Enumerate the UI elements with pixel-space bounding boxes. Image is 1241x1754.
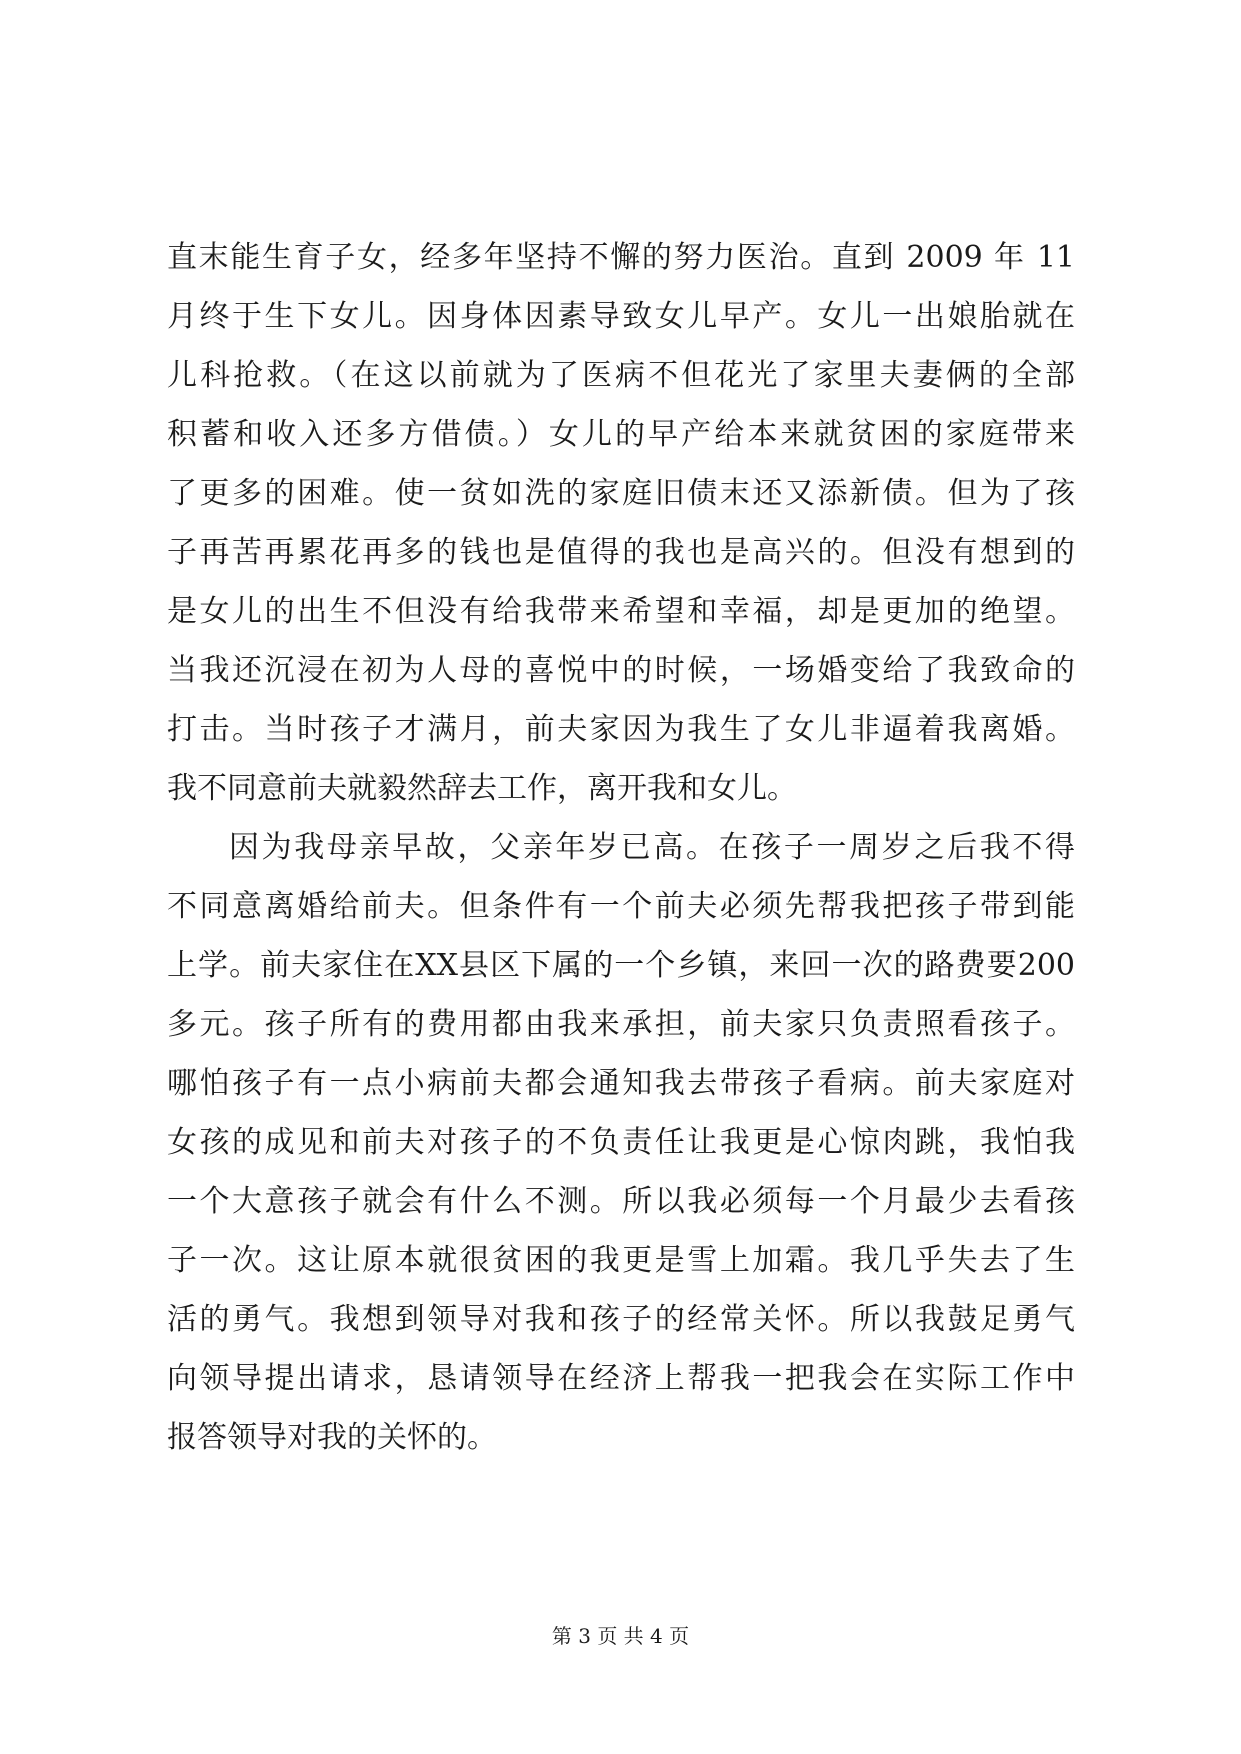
text-line: 了更多的困难。使一贫如洗的家庭旧债末还又添新债。但为了孩 (167, 476, 1075, 511)
document-body (167, 228, 1075, 1467)
text-line: 向领导提出请求，恳请领导在经济上帮我一把我会在实际工作中 (167, 1361, 1075, 1396)
text-line: 活的勇气。我想到领导对我和孩子的经常关怀。所以我鼓足勇气 (167, 1302, 1075, 1337)
text-line: 因为我母亲早故，父亲年岁已高。在孩子一周岁之后我不得 (229, 830, 1075, 865)
text-line: 月终于生下女儿。因身体因素导致女儿早产。女儿一出娘胎就在 (167, 299, 1075, 334)
text-line: 子一次。这让原本就很贫困的我更是雪上加霜。我几乎失去了生 (167, 1243, 1075, 1278)
text-line: 报答领导对我的关怀的。 (167, 1420, 497, 1455)
text-line: 不同意离婚给前夫。但条件有一个前夫必须先帮我把孩子带到能 (167, 889, 1075, 924)
text-line: 当我还沉浸在初为人母的喜悦中的时候，一场婚变给了我致命的 (167, 653, 1075, 688)
text-line: 一个大意孩子就会有什么不测。所以我必须每一个月最少去看孩 (167, 1184, 1075, 1219)
page-footer: 第 3 页 共 4 页 (551, 1624, 690, 1648)
text-line: 哪怕孩子有一点小病前夫都会通知我去带孩子看病。前夫家庭对 (167, 1066, 1075, 1101)
text-line: 儿科抢救。（在这以前就为了医病不但花光了家里夫妻俩的全部 (167, 358, 1075, 393)
paragraph-1 (167, 228, 1075, 818)
text-line: 上学。前夫家住在XX县区下属的一个乡镇，来回一次的路费要200 (167, 948, 1075, 983)
text-line: 女孩的成见和前夫对孩子的不负责任让我更是心惊肉跳，我怕我 (167, 1125, 1075, 1160)
text-line: 我不同意前夫就毅然辞去工作，离开我和女儿。 (167, 771, 797, 806)
text-line: 是女儿的出生不但没有给我带来希望和幸福，却是更加的绝望。 (167, 594, 1075, 629)
text-line: 打击。当时孩子才满月，前夫家因为我生了女儿非逼着我离婚。 (167, 712, 1075, 747)
text-line: 直末能生育子女，经多年坚持不懈的努力医治。直到 2009 年 11 (167, 240, 1075, 275)
text-line: 多元。孩子所有的费用都由我来承担，前夫家只负责照看孩子。 (167, 1007, 1075, 1042)
paragraph-2 (167, 818, 1075, 1467)
text-line: 积蓄和收入还多方借债。）女儿的早产给本来就贫困的家庭带来 (167, 417, 1075, 452)
text-line: 子再苦再累花再多的钱也是值得的我也是高兴的。但没有想到的 (167, 535, 1075, 570)
